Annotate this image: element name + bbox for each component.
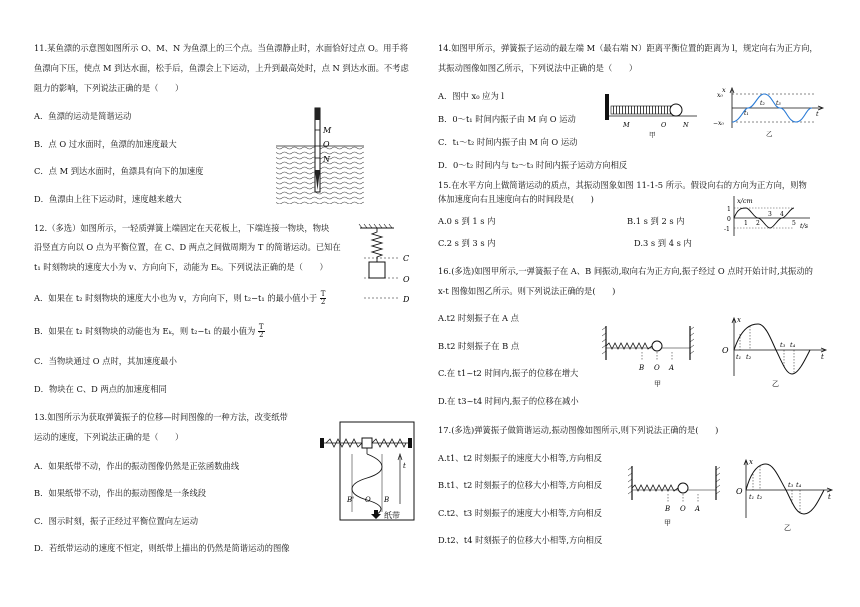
- q12-b-frac-num: T: [258, 323, 264, 331]
- q16-graph-label-t: t: [821, 353, 824, 361]
- q12-a-frac-den: 2: [320, 298, 326, 306]
- q16-label-t2: t₂: [746, 353, 752, 361]
- q15-tick-2: 2: [756, 220, 760, 227]
- q17-option-a: A.t1、t2 时刻振子的速度大小相等,方向相反: [438, 453, 602, 463]
- q13-paper-tape-figure: [312, 416, 424, 524]
- q16-graph-label-x: x: [737, 316, 741, 324]
- q14-stem-line2: 其振动图像如图乙所示，下列说法中正确的是（ ）: [438, 63, 638, 73]
- q17-graph-label-x: x: [749, 458, 753, 466]
- q17-graph-label-origin: O: [736, 487, 743, 496]
- q14-label-jia: 甲: [649, 131, 656, 139]
- q13-option-b: B．如果纸带不动，作出的振动图像是一条线段: [34, 488, 207, 498]
- q16-label-o: O: [654, 364, 660, 372]
- q12-b-frac-den: 2: [258, 331, 264, 339]
- q16-option-c: C.在 t1~t2 时间内,振子的位移在增大: [438, 368, 579, 378]
- q17-label-t2: t₂: [757, 493, 763, 501]
- q12-option-b: [34, 324, 265, 339]
- q17-label-a: A: [695, 505, 701, 513]
- q12-option-d: D．物块在 C、D 两点的加速度相同: [34, 384, 167, 394]
- q12-label-d: D: [403, 295, 410, 304]
- q14-spring-figure: [603, 84, 699, 140]
- q17-stem: 17.(多选)弹簧振子做简谐运动,振动图像如图所示,则下列说法正确的是( ): [438, 425, 719, 435]
- q16-label-t1: t₁: [736, 353, 742, 361]
- q12-spring-figure: [352, 222, 422, 312]
- q13-label-b: B: [384, 496, 390, 504]
- q13-stem-line2: 运动的速度，下列说法正确的是（ ）: [34, 432, 184, 442]
- q11-stem-line1: 11.某鱼漂的示意图如图所示 O、M、N 为鱼漂上的三个点。当鱼漂静止时，水面恰好过点 O。用手将: [34, 43, 409, 53]
- q17-spring-figure: [626, 462, 722, 528]
- q16-stem-line1: 16.(多选)如图甲所示,一弹簧振子在 A、B 间振动,取向右为正方向,振子经过 O 点时开始计时,其振动的: [438, 266, 813, 276]
- q12-a-frac-num: T: [320, 290, 326, 298]
- q13-label-tape: 纸带: [384, 511, 400, 520]
- q15-stem-line2: 体加速度向右且速度向右的时间段是( ): [438, 194, 594, 204]
- q16-option-b: B.t2 时刻振子在 B 点: [438, 341, 520, 351]
- q12-option-c: C．当物块通过 O 点时，其加速度最小: [34, 356, 177, 366]
- q15-label-x: x/cm: [737, 197, 753, 205]
- q15-stem-line1: 15.在水平方向上做简谐运动的质点，其振动图象如图 11-1-5 所示。假设向右的方向为正方向，则物: [438, 180, 807, 190]
- q12-stem-line3: t₁ 时刻物块的速度大小为 v、方向向下，动能为 Eₖ。下列说法正确的是（ ）: [34, 262, 328, 272]
- q15-label-t: t/s: [800, 222, 809, 230]
- q11-label-n: N: [323, 155, 330, 164]
- q11-float-figure: [272, 100, 372, 208]
- q16-graph-figure: [718, 314, 830, 390]
- q14-label-x: x: [722, 86, 726, 94]
- q11-label-m: M: [323, 126, 332, 135]
- q14-label-t3: t₃: [776, 100, 781, 107]
- q17-graph-label-t: t: [828, 493, 831, 501]
- q17-option-b: B.t1、t2 时刻振子的位移大小相等,方向相反: [438, 480, 602, 490]
- q15-tick-4: 4: [780, 211, 784, 218]
- q17-label-o: O: [680, 505, 686, 513]
- q13-stem-line1: 13.如图所示为获取弹簧振子的位移—时间图像的一种方法，改变纸带: [34, 412, 288, 422]
- q16-spring-figure: [600, 322, 696, 392]
- q14-label-neg-x0: −x₀: [713, 120, 724, 127]
- q17-label-jia: 甲: [664, 519, 671, 527]
- q14-option-a: A．图中 x₀ 应为 l: [438, 91, 505, 101]
- q15-tick-3: 3: [768, 211, 772, 218]
- q16-option-d: D.在 t3~t4 时间内,振子的位移在减小: [438, 396, 579, 406]
- q17-label-yi: 乙: [784, 524, 791, 532]
- q17-label-t1: t₁: [749, 493, 755, 501]
- q14-option-b: B．0～t₁ 时间内振子由 M 向 O 运动: [438, 114, 576, 124]
- q17-option-c: C.t2、t3 时刻振子的速度大小相等,方向相反: [438, 508, 602, 518]
- q13-option-c: C．图示时刻，振子正经过平衡位置向左运动: [34, 516, 198, 526]
- q12-label-c: C: [403, 254, 410, 263]
- q13-label-t: t: [403, 462, 406, 470]
- q11-stem-line3: 阻力的影响，下列说法正确的是（ ）: [34, 83, 184, 93]
- q17-option-d: D.t2、t4 时刻振子的位移大小相等,方向相反: [438, 535, 603, 545]
- q14-label-n: N: [683, 121, 689, 129]
- q16-graph-label-origin: O: [722, 346, 729, 355]
- q17-label-t3: t₃: [788, 481, 794, 489]
- q14-label-m: M: [623, 121, 630, 129]
- q11-option-c: C．点 M 到达水面时，鱼漂具有向下的加速度: [34, 166, 204, 176]
- q14-label-t: t: [816, 110, 819, 118]
- q15-label-y1: 1: [727, 206, 731, 213]
- q11-option-d: D．鱼漂由上往下运动时，速度越来越大: [34, 194, 182, 204]
- q12-stem-line2: 沿竖直方向以 O 点为平衡位置，在 C、D 两点之间做周期为 T 的简谐运动。已知在: [34, 242, 341, 252]
- q13-label-o: O: [365, 496, 371, 504]
- q14-graph-figure: [710, 84, 826, 140]
- q11-option-a: A．鱼漂的运动是简谐运动: [34, 111, 132, 121]
- q11-label-o: O: [323, 140, 330, 149]
- q15-option-c: C.2 s 到 3 s 内: [438, 238, 496, 248]
- q14-label-t2: t₂: [760, 100, 765, 107]
- q16-label-t3: t₃: [780, 341, 786, 349]
- q16-label-yi: 乙: [772, 380, 779, 388]
- q14-label-t1: t₁: [744, 110, 749, 117]
- q15-tick-5: 5: [792, 220, 796, 227]
- q16-label-jia: 甲: [654, 380, 661, 388]
- q12-stem-line1: 12.（多选）如图所示，一轻质弹簧上端固定在天花板上，下端连接一物块，物块: [34, 223, 330, 233]
- q12-option-a-text: A．如果在 t₂ 时刻物块的速度大小也为 v，方向向下，则 t₂−t₁ 的最小值小于: [34, 293, 318, 303]
- q12-option-a-fraction: [320, 291, 327, 306]
- q11-option-b: B．点 O 过水面时，鱼漂的加速度最大: [34, 139, 177, 149]
- q14-option-d: D．0～t₂ 时间内与 t₂～t₃ 时间内振子运动方向相反: [438, 160, 628, 170]
- q12-label-o: O: [403, 275, 410, 284]
- q15-option-d: D.3 s 到 4 s 内: [634, 238, 692, 248]
- q17-label-t4: t₄: [796, 481, 802, 489]
- q15-label-yn1: -1: [724, 226, 730, 233]
- q13-option-d: D．若纸带运动的速度不恒定，则纸带上描出的仍然是简谐运动的图像: [34, 543, 290, 553]
- q17-label-b: B: [665, 505, 671, 513]
- q12-option-b-fraction: [258, 324, 265, 339]
- q16-label-b: B: [639, 364, 645, 372]
- q13-label-bprime: B': [347, 496, 355, 504]
- q11-stem-line2: 鱼漂向下压，使点 M 到达水面，松手后，鱼漂会上下运动，上升到最高处时，点 N 到达水面。不考虑: [34, 63, 409, 73]
- q14-label-yi: 乙: [766, 130, 773, 138]
- q14-stem-line1: 14.如图甲所示，弹簧振子运动的最左端 M（最右端 N）距离平衡位置的距离为 l，规定向右为正方向，: [438, 43, 818, 53]
- q14-option-c: C．t₁～t₂ 时间内振子由 M 向 O 运动: [438, 137, 578, 147]
- q13-option-a: A．如果纸带不动，作出的振动图像仍然是正弦函数曲线: [34, 461, 240, 471]
- q16-label-t4: t₄: [790, 341, 796, 349]
- q15-option-b: B.1 s 到 2 s 内: [627, 216, 685, 226]
- q12-option-b-text: B．如果在 t₂ 时刻物块的动能也为 Eₖ，则 t₂−t₁ 的最小值为: [34, 326, 256, 336]
- q17-graph-figure: [736, 456, 836, 534]
- q15-label-origin: 0: [727, 216, 731, 223]
- q14-label-o: O: [661, 121, 667, 129]
- q15-option-a: A.0 s 到 1 s 内: [438, 216, 496, 226]
- q16-option-a: A.t2 时刻振子在 A 点: [438, 313, 519, 323]
- q16-label-a: A: [669, 364, 675, 372]
- q15-graph-figure: [718, 194, 814, 240]
- q14-label-x0: x₀: [717, 92, 723, 99]
- q15-tick-1: 1: [744, 220, 748, 227]
- q16-stem-line2: x-t 图像如图乙所示。则下列说法正确的是( ): [438, 286, 616, 296]
- q12-option-a: [34, 291, 326, 306]
